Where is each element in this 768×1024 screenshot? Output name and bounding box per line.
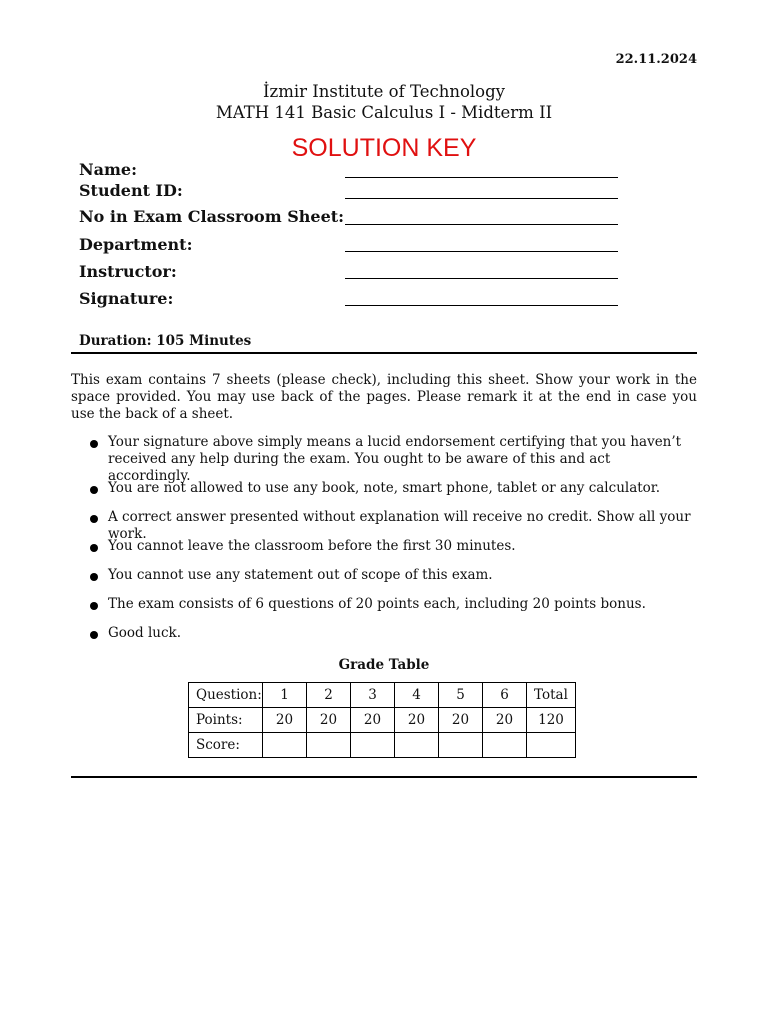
bottom-divider [71,776,697,778]
student-id-label: Student ID: [79,181,183,200]
institution-name: İzmir Institute of Technology [263,82,505,101]
score-cell [307,733,351,758]
question-header: Question: [189,683,263,708]
question-number: 3 [351,683,395,708]
score-row [189,733,576,758]
solution-key-heading: SOLUTION KEY [291,134,477,162]
grade-table [188,682,576,758]
student-id-field-line [345,198,618,199]
bullet-icon [90,573,98,581]
points-header: Points: [189,708,263,733]
question-number: 6 [483,683,527,708]
classroom-no-label: No in Exam Classroom Sheet: [79,207,345,226]
score-cell [351,733,395,758]
points-cell: 20 [351,708,395,733]
points-cell: 20 [307,708,351,733]
rule-text: Your signature above simply means a lucid endorsement certifying that you haven’t received any help during the exam. You ought to be aware of this and act accordingly. [108,434,682,484]
name-label: Name: [79,160,138,179]
question-row [189,683,576,708]
points-cell: 20 [263,708,307,733]
bullet-icon [90,602,98,610]
classroom-no-field-line [345,224,618,225]
name-field-line [345,177,618,178]
bullet-icon [90,440,98,448]
instructor-label: Instructor: [79,262,177,281]
signature-label: Signature: [79,289,174,308]
instructor-field-line [345,278,618,279]
bullet-icon [90,631,98,639]
score-cell [263,733,307,758]
bullet-icon [90,486,98,494]
intro-paragraph: This exam contains 7 sheets (please check), including this sheet. Show your work in the space provided. You may use back of the pages. Please remark it at the end in case you use the back of a sheet. [71,372,697,422]
total-header: Total [527,683,576,708]
rule-text: You cannot use any statement out of scope of this exam. [108,567,493,583]
total-score-cell [527,733,576,758]
rule-text: You are not allowed to use any book, note, smart phone, tablet or any calculator. [108,480,661,496]
duration-text: Duration: 105 Minutes [79,333,252,349]
score-cell [439,733,483,758]
points-cell: 20 [395,708,439,733]
question-number: 1 [263,683,307,708]
points-row [189,708,576,733]
department-field-line [345,251,618,252]
signature-field-line [345,305,618,306]
points-cell: 20 [483,708,527,733]
question-number: 5 [439,683,483,708]
rule-text: You cannot leave the classroom before the first 30 minutes. [108,538,516,554]
top-divider [71,352,697,354]
score-cell [483,733,527,758]
bullet-icon [90,544,98,552]
question-number: 2 [307,683,351,708]
rule-text: The exam consists of 6 questions of 20 points each, including 20 points bonus. [108,596,646,612]
question-number: 4 [395,683,439,708]
course-title: MATH 141 Basic Calculus I - Midterm II [215,103,553,122]
score-cell [395,733,439,758]
grade-table-title: Grade Table [338,657,430,673]
department-label: Department: [79,235,193,254]
total-points-cell: 120 [527,708,576,733]
bullet-icon [90,515,98,523]
score-header: Score: [189,733,263,758]
exam-date: 22.11.2024 [615,52,697,67]
points-cell: 20 [439,708,483,733]
rule-text: A correct answer presented without explanation will receive no credit. Show all your work. [108,509,691,542]
rule-text: Good luck. [108,625,182,641]
